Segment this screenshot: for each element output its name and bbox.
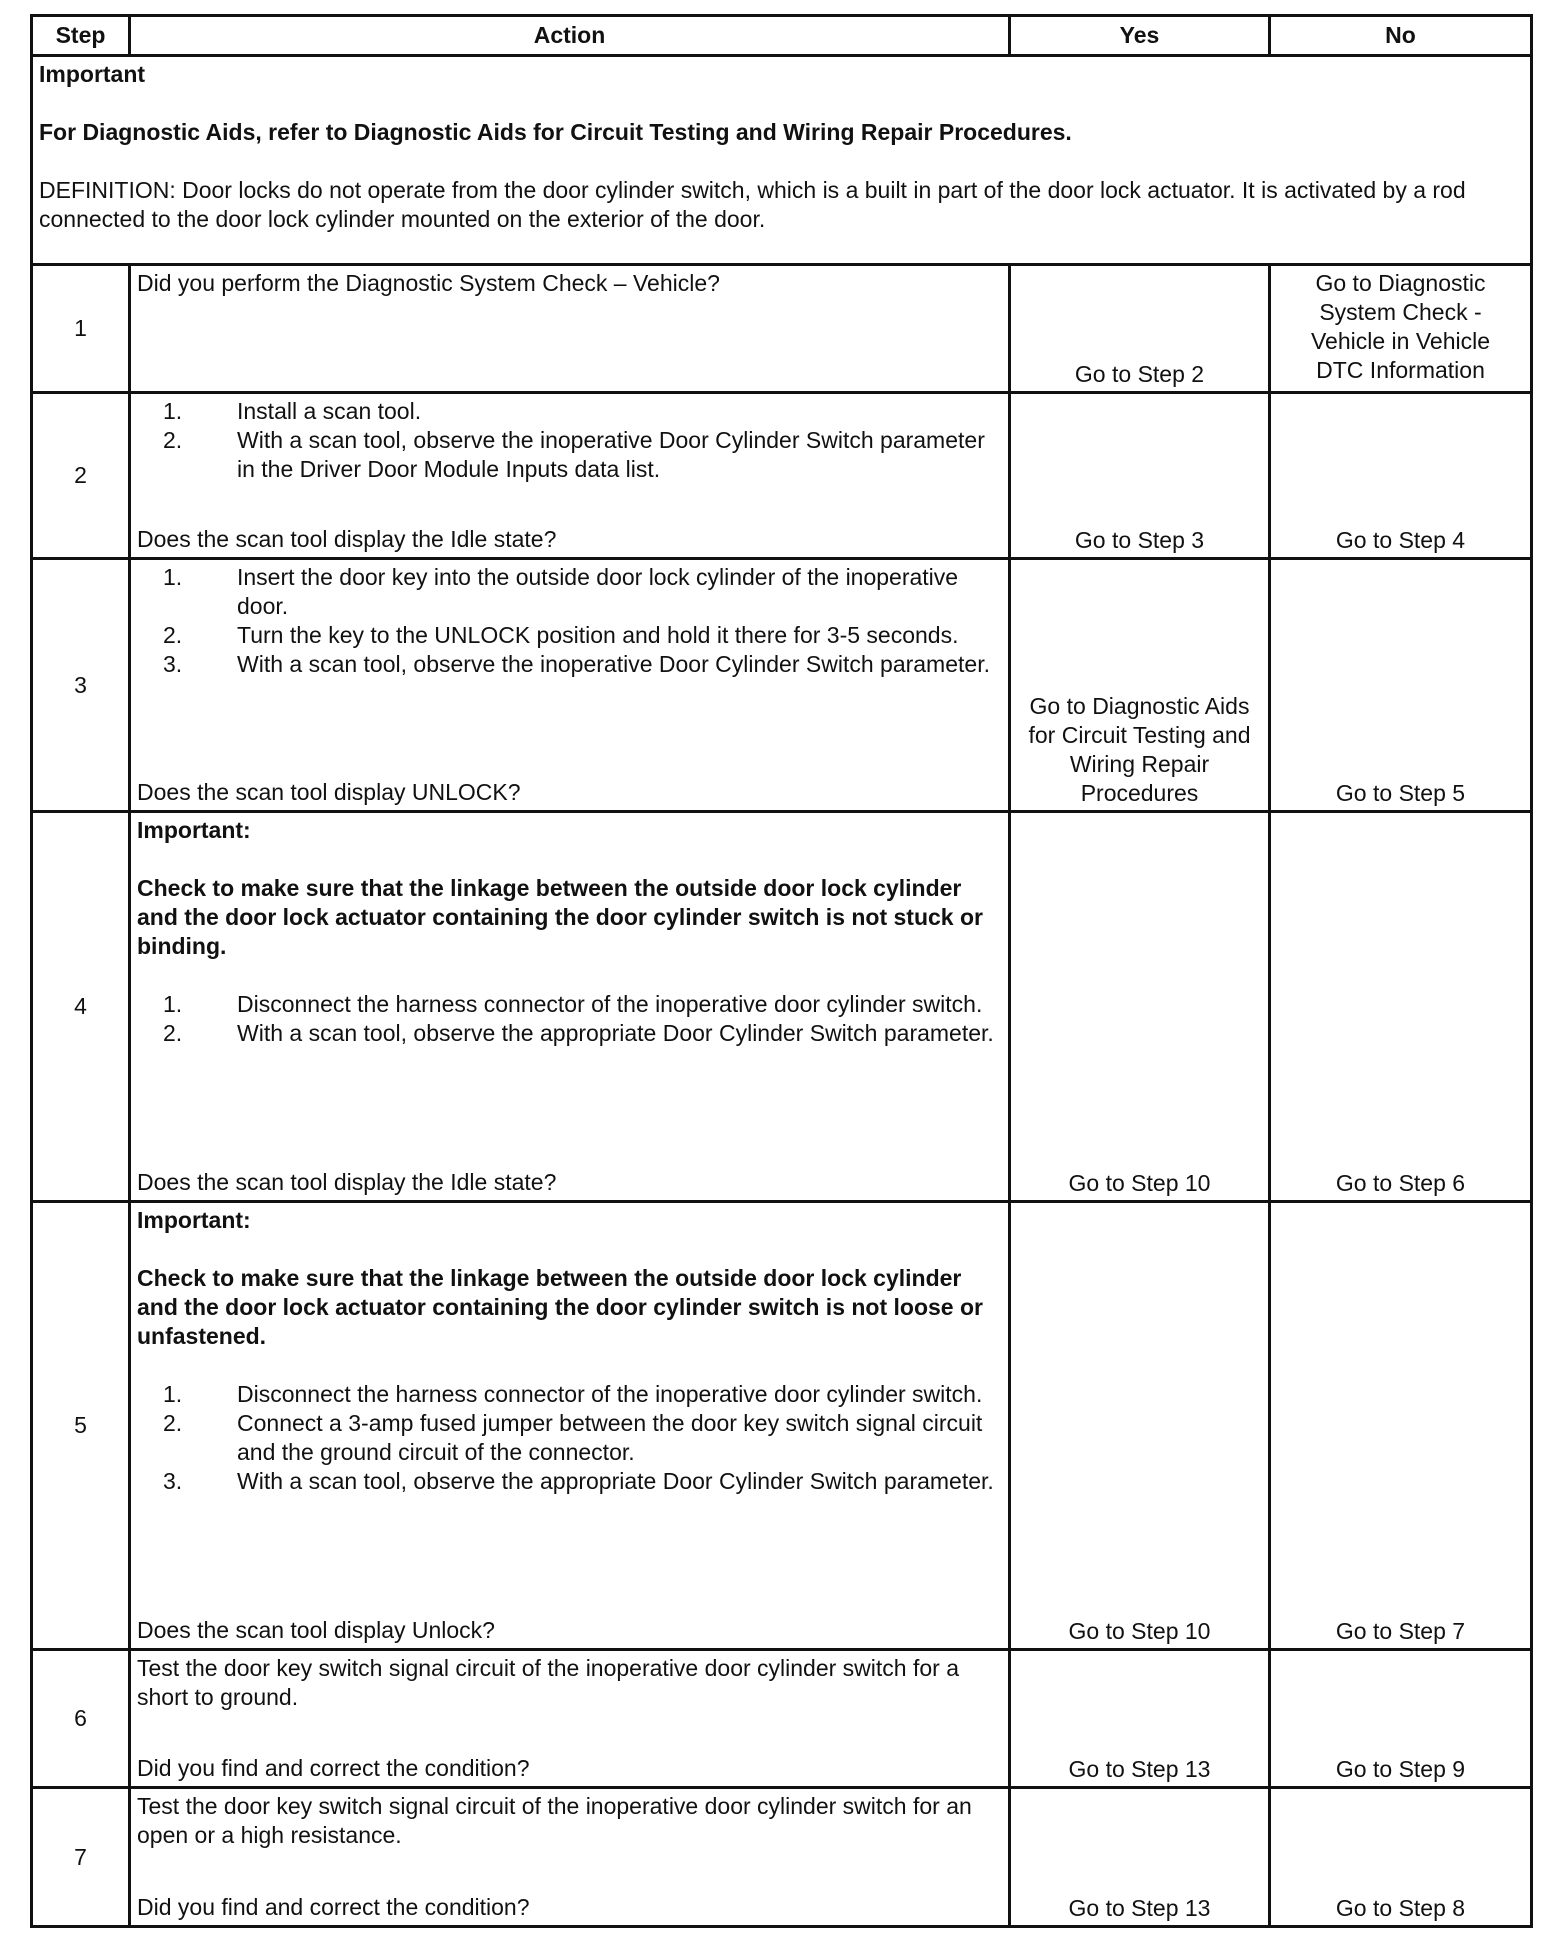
list-item: 2. Turn the key to the UNLOCK position and hold it there for 3-5 seconds. xyxy=(163,622,959,649)
step-instruction-list xyxy=(137,397,1002,484)
list-item: 1. Disconnect the harness connector of the inoperative door cylinder switch. xyxy=(163,991,983,1018)
step-yes: Go to Step 10 xyxy=(1010,1201,1270,1649)
step-action xyxy=(130,1201,1010,1649)
step-action xyxy=(130,812,1010,1202)
step-yes: Go to Step 13 xyxy=(1010,1649,1270,1788)
step-yes: Go to Step 3 xyxy=(1010,392,1270,559)
step-no: Go to Step 7 xyxy=(1270,1201,1532,1649)
diagnostic-table-page xyxy=(30,14,1530,1928)
step-no: Go to Diagnostic System Check - Vehicle in Vehicle DTC Information xyxy=(1270,265,1532,393)
step-row-1 xyxy=(32,265,1532,393)
list-item: 3. With a scan tool, observe the appropriate Door Cylinder Switch parameter. xyxy=(163,1467,994,1494)
list-item: 1. Disconnect the harness connector of the inoperative door cylinder switch. xyxy=(163,1380,983,1407)
step-action xyxy=(130,265,1010,393)
step-question: Did you find and correct the condition? xyxy=(137,1755,530,1782)
step-text: Test the door key switch signal circuit of the inoperative door cylinder switch for a short to ground. xyxy=(137,1654,959,1710)
step-question: Did you perform the Diagnostic System Check – Vehicle? xyxy=(137,270,720,297)
list-item: 2. With a scan tool, observe the appropriate Door Cylinder Switch parameter. xyxy=(163,1020,994,1047)
step-question: Does the scan tool display UNLOCK? xyxy=(137,779,521,806)
step-action xyxy=(130,1649,1010,1788)
step-text: Test the door key switch signal circuit of the inoperative door cylinder switch for an open or a high resistance. xyxy=(137,1793,972,1849)
step-row-3 xyxy=(32,559,1532,812)
intro-important: Important xyxy=(39,61,146,88)
step-no: Go to Step 8 xyxy=(1270,1788,1532,1927)
step-yes: Go to Step 13 xyxy=(1010,1788,1270,1927)
step-no: Go to Step 9 xyxy=(1270,1649,1532,1788)
step-yes: Go to Step 2 xyxy=(1010,265,1270,393)
header-action: Action xyxy=(130,16,1010,56)
step-row-5 xyxy=(32,1201,1532,1649)
step-row-4 xyxy=(32,812,1532,1202)
header-step: Step xyxy=(32,16,130,56)
step-question: Does the scan tool display the Idle state? xyxy=(137,1168,557,1195)
step-no: Go to Step 6 xyxy=(1270,812,1532,1202)
diagnostic-table xyxy=(30,14,1533,1928)
header-no: No xyxy=(1270,16,1532,56)
intro-diagnostic-aids: For Diagnostic Aids, refer to Diagnostic Aids for Circuit Testing and Wiring Repair Procedures. xyxy=(39,119,1072,146)
step-question: Did you find and correct the condition? xyxy=(137,1894,530,1920)
step-important-note: Check to make sure that the linkage between the outside door lock cylinder and the door lock actuator containing the door cylinder switch is not loose or unfastened. xyxy=(137,1264,983,1349)
step-number: 4 xyxy=(32,812,130,1202)
step-important-label: Important: xyxy=(137,817,251,844)
step-row-6 xyxy=(32,1649,1532,1788)
intro-definition: DEFINITION: Door locks do not operate from the door cylinder switch, which is a built in part of the door lock actuator. It is activated by a rod connected to the door lock cylinder mounted on the exterior of the door. xyxy=(39,177,1466,233)
list-item: 1. Insert the door key into the outside door lock cylinder of the inoperative door. xyxy=(163,564,959,620)
list-item: 1. Install a scan tool. xyxy=(163,397,422,424)
step-action xyxy=(130,1788,1010,1927)
step-no: Go to Step 5 xyxy=(1270,559,1532,812)
step-question: Does the scan tool display the Idle state? xyxy=(137,526,557,553)
step-row-7 xyxy=(32,1788,1532,1927)
step-number: 2 xyxy=(32,392,130,559)
step-number: 3 xyxy=(32,559,130,812)
step-instruction-list xyxy=(137,990,1002,1048)
step-instruction-list xyxy=(137,563,1002,679)
step-number: 6 xyxy=(32,1649,130,1788)
step-number: 1 xyxy=(32,265,130,393)
header-yes: Yes xyxy=(1010,16,1270,56)
step-row-2 xyxy=(32,392,1532,559)
step-question: Does the scan tool display Unlock? xyxy=(137,1616,495,1643)
list-item: 2. With a scan tool, observe the inoperative Door Cylinder Switch parameter in the Driver Door Module Inputs data list. xyxy=(163,426,985,482)
step-number: 7 xyxy=(32,1788,130,1927)
step-yes: Go to Diagnostic Aids for Circuit Testing and Wiring Repair Procedures xyxy=(1010,559,1270,812)
step-number: 5 xyxy=(32,1201,130,1649)
intro-row xyxy=(32,56,1532,265)
list-item: 2. Connect a 3-amp fused jumper between the door key switch signal circuit and the ground circuit of the connector. xyxy=(163,1409,983,1465)
step-instruction-list xyxy=(137,1380,1002,1496)
step-action xyxy=(130,392,1010,559)
intro-cell xyxy=(32,56,1532,265)
step-action xyxy=(130,559,1010,812)
step-important-note: Check to make sure that the linkage between the outside door lock cylinder and the door lock actuator containing the door cylinder switch is not stuck or binding. xyxy=(137,875,983,960)
step-no: Go to Step 4 xyxy=(1270,392,1532,559)
step-important-label: Important: xyxy=(137,1206,251,1233)
list-item: 3. With a scan tool, observe the inoperative Door Cylinder Switch parameter. xyxy=(163,651,990,678)
step-yes: Go to Step 10 xyxy=(1010,812,1270,1202)
header-row xyxy=(32,16,1532,56)
